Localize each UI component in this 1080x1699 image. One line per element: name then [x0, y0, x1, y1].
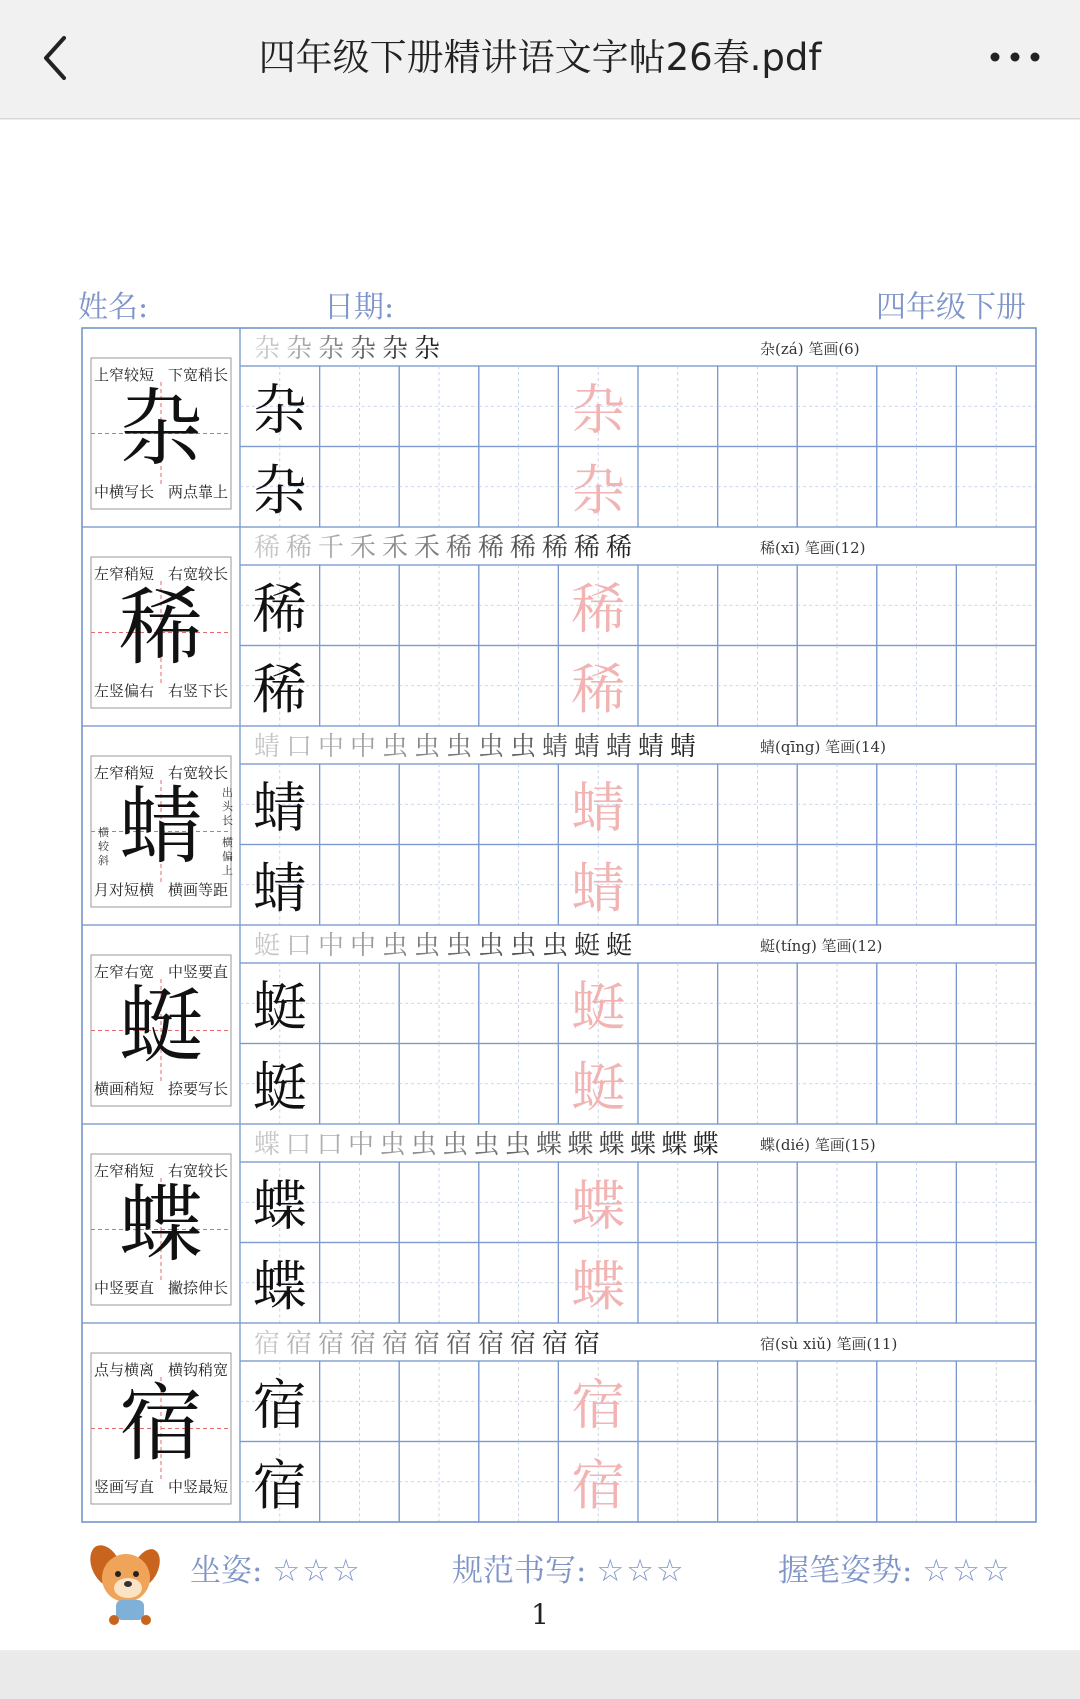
- model-character: 蝶: [118, 1175, 204, 1274]
- stroke-step: 稀: [446, 533, 473, 563]
- stroke-step: 宿: [478, 1329, 505, 1359]
- stroke-step: 杂: [286, 334, 313, 364]
- stroke-step: 宿: [574, 1329, 601, 1359]
- stroke-step: 虫: [446, 732, 473, 762]
- page-number: 1: [531, 1598, 549, 1631]
- sitting-posture-stars[interactable]: ☆☆☆: [272, 1553, 362, 1589]
- tip-top-left: 左窄右宽: [94, 963, 155, 981]
- bottom-strip: [0, 1652, 1080, 1699]
- side-tip: 出: [222, 786, 233, 799]
- stroke-step: 虫: [379, 1130, 406, 1160]
- stroke-step: 稀: [286, 533, 313, 563]
- stroke-step: 蝶: [567, 1130, 594, 1160]
- tip-bottom-right: 捺要写长: [167, 1080, 228, 1098]
- tip-bottom-right: 撇捺伸长: [167, 1279, 228, 1297]
- stroke-step: 杂: [254, 334, 281, 364]
- stroke-step: 禾: [350, 533, 377, 563]
- document-title: 四年级下册精讲语文字帖26春.pdf: [258, 36, 822, 79]
- stroke-step: 宿: [446, 1329, 473, 1359]
- model-character: 蜓: [118, 976, 204, 1075]
- tip-bottom-right: 中竖最短: [167, 1478, 228, 1496]
- stroke-step: 蜻: [670, 732, 697, 762]
- pen-grip-stars[interactable]: ☆☆☆: [922, 1553, 1012, 1589]
- char-info: 宿(sù xiǔ) 笔画(11): [760, 1335, 898, 1353]
- char-info: 蜻(qīng) 笔画(14): [760, 738, 886, 756]
- tip-top-right: 右宽较长: [167, 764, 228, 782]
- tip-top-left: 左窄稍短: [94, 565, 155, 583]
- tip-top-left: 左窄稍短: [94, 764, 155, 782]
- tip-bottom-left: 中横写长: [94, 483, 155, 501]
- standard-writing-stars[interactable]: ☆☆☆: [596, 1553, 686, 1589]
- date-label: 日期:: [324, 290, 395, 325]
- pdf-page: [0, 120, 1080, 1650]
- sitting-posture-rating: [190, 1545, 362, 1590]
- stroke-step: 虫: [442, 1130, 469, 1160]
- trace-character: 宿: [571, 1453, 626, 1517]
- puppy-mascot-icon: [76, 1536, 166, 1626]
- stroke-step: 宿: [414, 1329, 441, 1359]
- char-info: 杂(zá) 笔画(6): [760, 340, 860, 358]
- stroke-step: 蜻: [254, 732, 281, 762]
- stroke-step: 稀: [254, 533, 281, 563]
- tip-bottom-right: 两点靠上: [167, 483, 228, 501]
- stroke-step: 杂: [350, 334, 377, 364]
- name-label: 姓名:: [78, 290, 149, 325]
- tip-top-right: 右宽较长: [167, 565, 228, 583]
- stroke-step: 禾: [382, 533, 409, 563]
- char-info: 稀(xī) 笔画(12): [760, 539, 866, 557]
- stroke-step: 虫: [504, 1130, 531, 1160]
- stroke-step: 虫: [414, 931, 441, 961]
- example-character: 蜻: [252, 856, 307, 920]
- stroke-step: 蜻: [542, 732, 569, 762]
- stroke-step: 虫: [478, 931, 505, 961]
- example-character: 蜓: [252, 975, 307, 1039]
- trace-character: 蜻: [571, 776, 626, 840]
- stroke-step: 宿: [542, 1329, 569, 1359]
- tip-bottom-left: 竖画写直: [94, 1478, 155, 1496]
- stroke-step: 宿: [350, 1329, 377, 1359]
- standard-writing-label: 规范书写:: [452, 1553, 587, 1589]
- stroke-step: 虫: [382, 732, 409, 762]
- stroke-step: 蝶: [254, 1130, 281, 1160]
- tip-bottom-right: 横画等距: [167, 881, 228, 899]
- stroke-step: 杂: [382, 334, 409, 364]
- back-chevron-icon[interactable]: [36, 30, 76, 86]
- trace-character: 杂: [571, 458, 626, 522]
- sitting-posture-label: 坐姿:: [190, 1553, 263, 1589]
- stroke-step: 中: [318, 931, 345, 961]
- model-character: 蜻: [118, 777, 204, 876]
- tip-bottom-left: 中竖要直: [94, 1279, 155, 1297]
- stroke-step: 蜻: [606, 732, 633, 762]
- tip-top-right: 下宽稍长: [167, 366, 228, 384]
- trace-character: 宿: [571, 1373, 626, 1437]
- stroke-step: 蝶: [536, 1130, 563, 1160]
- tip-top-left: 左窄稍短: [94, 1162, 155, 1180]
- trace-character: 稀: [571, 657, 626, 721]
- stroke-step: 蜻: [574, 732, 601, 762]
- trace-character: 蝶: [571, 1174, 626, 1238]
- side-tip: 偏: [222, 850, 233, 863]
- stroke-step: 虫: [542, 931, 569, 961]
- stroke-step: 蜓: [606, 931, 633, 961]
- tip-top-left: 上窄较短: [94, 366, 155, 384]
- tip-bottom-left: 月对短横: [94, 881, 155, 899]
- char-info: 蝶(dié) 笔画(15): [760, 1136, 876, 1154]
- trace-character: 蜓: [571, 1055, 626, 1119]
- stroke-step: 虫: [414, 732, 441, 762]
- stroke-step: 口: [286, 732, 313, 762]
- example-character: 杂: [252, 458, 307, 522]
- stroke-step: 宿: [254, 1329, 281, 1359]
- tip-top-right: 右宽较长: [167, 1162, 228, 1180]
- stroke-step: 宿: [286, 1329, 313, 1359]
- stroke-step: 蝶: [630, 1130, 657, 1160]
- example-character: 蜻: [252, 776, 307, 840]
- stroke-step: 口: [286, 931, 313, 961]
- stroke-step: 口: [285, 1130, 312, 1160]
- example-character: 蝶: [252, 1254, 307, 1318]
- example-character: 宿: [252, 1373, 307, 1437]
- tip-bottom-right: 右竖下长: [167, 682, 228, 700]
- stroke-step: 虫: [510, 931, 537, 961]
- trace-character: 杂: [571, 378, 626, 442]
- stroke-step: 中: [350, 931, 377, 961]
- stroke-step: 口: [316, 1130, 343, 1160]
- side-tip: 头: [222, 800, 233, 813]
- example-character: 杂: [252, 378, 307, 442]
- trace-character: 蝶: [571, 1254, 626, 1318]
- stroke-step: 中: [348, 1130, 375, 1160]
- stroke-step: 中: [350, 732, 377, 762]
- char-info: 蜓(tíng) 笔画(12): [760, 937, 883, 955]
- stroke-step: 蜓: [574, 931, 601, 961]
- trace-character: 蜻: [571, 856, 626, 920]
- stroke-step: 稀: [574, 533, 601, 563]
- stroke-step: 杂: [414, 334, 441, 364]
- stroke-step: 蝶: [692, 1130, 719, 1160]
- stroke-step: 千: [318, 533, 345, 563]
- tip-top-left: 点与横离: [94, 1361, 155, 1379]
- model-character: 稀: [118, 578, 204, 677]
- stroke-step: 禾: [414, 533, 441, 563]
- grade-label: 四年级下册: [876, 290, 1026, 325]
- stroke-step: 蝶: [661, 1130, 688, 1160]
- side-tip: 横: [222, 836, 233, 849]
- side-tip: 长: [222, 814, 233, 827]
- stroke-step: 虫: [446, 931, 473, 961]
- more-options-icon[interactable]: [985, 44, 1045, 70]
- stroke-step: 蜓: [254, 931, 281, 961]
- stroke-step: 稀: [510, 533, 537, 563]
- stroke-step: 虫: [410, 1130, 437, 1160]
- example-character: 宿: [252, 1453, 307, 1517]
- stroke-step: 稀: [606, 533, 633, 563]
- stroke-step: 虫: [473, 1130, 500, 1160]
- stroke-step: 稀: [478, 533, 505, 563]
- stroke-step: 宿: [510, 1329, 537, 1359]
- stroke-step: 蜻: [638, 732, 665, 762]
- tip-bottom-left: 左竖偏右: [94, 682, 155, 700]
- example-character: 稀: [252, 657, 307, 721]
- stroke-step: 蝶: [598, 1130, 625, 1160]
- stroke-step: 宿: [318, 1329, 345, 1359]
- model-character: 杂: [118, 379, 204, 478]
- tip-top-right: 中竖要直: [167, 963, 228, 981]
- trace-character: 稀: [571, 577, 626, 641]
- stroke-step: 杂: [318, 334, 345, 364]
- tip-top-right: 横钩稍宽: [167, 1361, 228, 1379]
- pen-grip-rating: [778, 1545, 1012, 1590]
- trace-character: 蜓: [571, 975, 626, 1039]
- tip-bottom-left: 横画稍短: [94, 1080, 155, 1098]
- stroke-step: 虫: [510, 732, 537, 762]
- side-tip: 上: [222, 864, 233, 877]
- side-tip: 较: [98, 840, 109, 853]
- stroke-step: 宿: [382, 1329, 409, 1359]
- side-tip: 横: [98, 826, 109, 839]
- side-tip: 斜: [98, 854, 109, 867]
- standard-writing-rating: [452, 1545, 686, 1590]
- example-character: 稀: [252, 577, 307, 641]
- stroke-step: 虫: [382, 931, 409, 961]
- model-character: 宿: [118, 1374, 204, 1473]
- pen-grip-label: 握笔姿势:: [778, 1553, 913, 1589]
- example-character: 蜓: [252, 1055, 307, 1119]
- top-toolbar: [0, 0, 1080, 119]
- example-character: 蝶: [252, 1174, 307, 1238]
- stroke-step: 稀: [542, 533, 569, 563]
- stroke-step: 虫: [478, 732, 505, 762]
- stroke-step: 中: [318, 732, 345, 762]
